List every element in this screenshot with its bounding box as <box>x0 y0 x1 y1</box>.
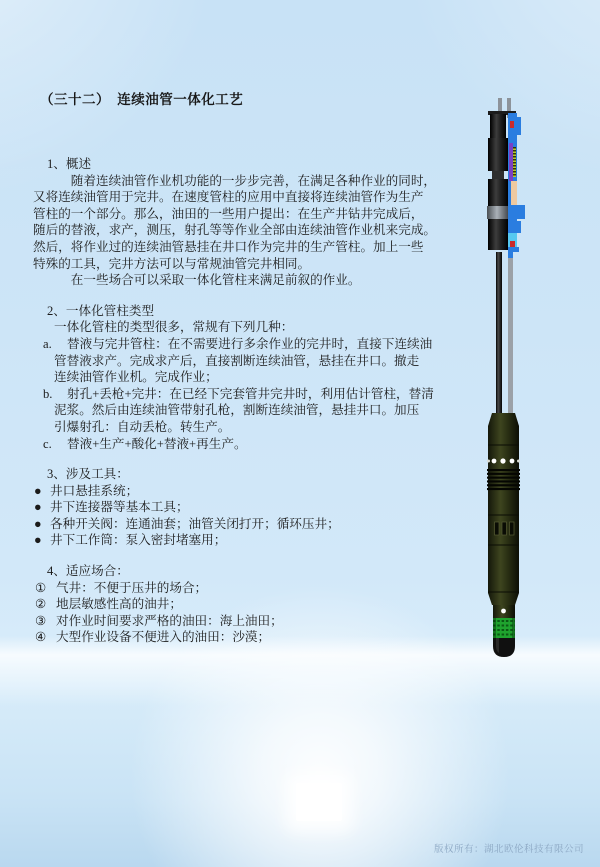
text-line: 大型作业设备不便进入的油田：沙漠； <box>56 630 271 645</box>
list-item <box>43 336 471 386</box>
text-line: 地层敏感性高的油井； <box>56 597 182 612</box>
text-line: 在一些场合可以采取一体化管柱来满足前叙的作业。 <box>33 273 361 288</box>
list-item <box>34 483 471 500</box>
text-line: 各种开关阀：连通油套；油管关闭打开；循环压井； <box>50 516 340 531</box>
cases-list <box>33 580 471 646</box>
text-line: 随着连续油管作业机功能的一步步完善，在满足各种作业的同时， <box>33 173 436 188</box>
tool-nose <box>493 605 515 657</box>
lower-body <box>487 413 520 605</box>
overview-paragraph <box>33 173 471 289</box>
cutaway-purple-part <box>509 143 513 181</box>
text-line: 引爆射孔：自动丢枪。转生产。 <box>54 419 231 434</box>
text-line: 射孔+丢枪+完井：在已经下完套管井完井时，利用估计管柱，替清 <box>67 386 434 401</box>
body-slot <box>502 522 507 535</box>
text-line: 连续油管作业机。完成作业； <box>54 370 218 385</box>
section-tools <box>33 466 471 549</box>
list-marker: b. <box>43 386 53 401</box>
text-line: 对作业时间要求严格的油田：海上油田； <box>56 613 283 628</box>
list-item <box>43 436 471 453</box>
text-line: 替液与完井管柱：在不需要进行多余作业的完井时，直接下连续油 <box>67 336 433 351</box>
upper-assembly-exterior <box>487 114 509 250</box>
text-line: 泥浆。然后由连续油管带射孔枪，割断连续油管，悬挂井口。加压 <box>54 403 420 418</box>
list-marker: a. <box>43 336 52 351</box>
body-slot <box>495 522 500 535</box>
tool-rods <box>496 252 513 415</box>
list-item <box>34 532 471 549</box>
rod-gray-cap <box>508 252 513 258</box>
text-line: 特殊的工具，完井方法可以与常规油管完井相同。 <box>33 256 311 271</box>
list-item <box>34 499 471 516</box>
section-heading: 3、涉及工具： <box>47 467 129 482</box>
upper-assembly-cutaway <box>508 113 525 252</box>
tools-list <box>33 483 471 549</box>
list-item <box>35 596 471 613</box>
section-heading: 4、适应场合： <box>47 564 129 579</box>
section-cases <box>33 563 471 646</box>
section-overview <box>33 156 471 289</box>
list-item <box>35 613 471 630</box>
list-item <box>35 629 471 646</box>
coiled-tubing-tool-diagram <box>468 95 538 665</box>
list-marker: ● <box>34 500 42 515</box>
text-line: 然后，将作业过的连续油管悬挂在井口作为完井的生产管柱。加上一些 <box>33 239 424 254</box>
list-item <box>35 580 471 597</box>
text-line: 管柱的一个部分。那么，油田的一些用户提出：在生产井钻井完成后， <box>33 206 424 221</box>
types-list <box>33 336 471 452</box>
section-types <box>33 303 471 452</box>
list-item <box>34 516 471 533</box>
list-marker: c. <box>43 436 52 451</box>
list-marker: ● <box>34 483 42 498</box>
text-line: 气井：不便于压井的场合； <box>56 580 208 595</box>
list-marker: ② <box>35 597 47 612</box>
cutaway-tan-part <box>511 181 517 205</box>
port-hole <box>510 459 515 464</box>
text-line: 管替液求产。完成求产后，直接割断连续油管，悬挂在井口。撤走 <box>54 353 420 368</box>
list-marker: ● <box>34 516 42 531</box>
rod-black <box>496 252 502 415</box>
cutaway-red-part <box>510 241 515 247</box>
list-marker: ① <box>35 580 47 595</box>
cutaway-red-part <box>510 121 514 128</box>
list-item <box>43 386 471 436</box>
neck-hole <box>501 609 506 614</box>
list-marker: ④ <box>35 630 47 645</box>
types-intro: 一体化管柱的类型很多，常规有下列几种： <box>54 320 294 335</box>
page-title: （三十二） 连续油管一体化工艺 <box>40 92 244 107</box>
list-marker: ③ <box>35 613 47 628</box>
background-highlight-patch <box>296 783 342 821</box>
text-line: 井下工作筒：泵入密封堵塞用； <box>50 533 227 548</box>
text-line: 替液+生产+酸化+替液+再生产。 <box>67 436 247 451</box>
text-line: 井口悬挂系统； <box>50 483 139 498</box>
rod-gray <box>508 258 513 415</box>
copyright-footer: 版权所有：湖北欧伦科技有限公司 <box>433 845 584 855</box>
body-text <box>33 156 471 646</box>
section-heading: 1、概述 <box>47 157 92 171</box>
port-hole <box>492 459 497 464</box>
text-line: 又将连续油管用于完井。在速度管柱的应用中直接将连续油管作为生产 <box>33 190 424 205</box>
text-line: 井下连接器等基本工具； <box>50 500 189 515</box>
list-marker: ● <box>34 533 42 548</box>
text-line: 随后的替液，求产，测压，射孔等等作业全部由连续油管作业机来完成。 <box>33 223 436 238</box>
section-heading: 2、一体化管柱类型 <box>47 303 155 318</box>
port-hole <box>500 458 505 463</box>
body-slot <box>510 522 515 535</box>
